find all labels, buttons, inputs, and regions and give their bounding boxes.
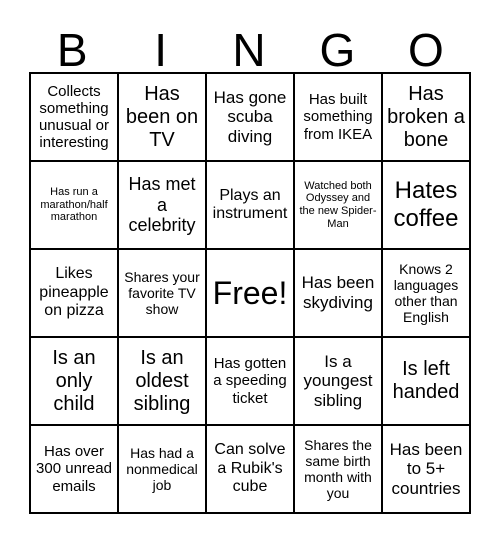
bingo-cell[interactable]: Likes pineapple on pizza bbox=[30, 249, 118, 337]
bingo-cell[interactable]: Knows 2 languages other than English bbox=[382, 249, 470, 337]
header-letter-n: N bbox=[232, 24, 266, 76]
bingo-cell[interactable]: Has had a nonmedical job bbox=[118, 425, 206, 513]
bingo-cell[interactable]: Plays an instrument bbox=[206, 161, 294, 249]
bingo-cell[interactable]: Has broken a bone bbox=[382, 73, 470, 161]
bingo-cell[interactable]: Has gone scuba diving bbox=[206, 73, 294, 161]
bingo-cell[interactable]: Can solve a Rubik's cube bbox=[206, 425, 294, 513]
bingo-cell[interactable]: Has been to 5+ countries bbox=[382, 425, 470, 513]
header-letter-g: G bbox=[319, 24, 356, 76]
bingo-cell[interactable]: Shares your favorite TV show bbox=[118, 249, 206, 337]
free-space-cell[interactable]: Free! bbox=[206, 249, 294, 337]
header-letter-b: B bbox=[56, 24, 88, 76]
bingo-cell[interactable]: Collects something unusual or interesting bbox=[30, 73, 118, 161]
bingo-cell[interactable]: Has been skydiving bbox=[294, 249, 382, 337]
bingo-cell[interactable]: Shares the same birth month with you bbox=[294, 425, 382, 513]
header-letter-o: O bbox=[407, 24, 444, 76]
bingo-cell[interactable]: Is an only child bbox=[30, 337, 118, 425]
bingo-cell[interactable]: Has met a celebrity bbox=[118, 161, 206, 249]
bingo-cell[interactable]: Has run a marathon/half marathon bbox=[30, 161, 118, 249]
header-letter-i: I bbox=[154, 24, 167, 76]
bingo-cell[interactable]: Has over 300 unread emails bbox=[30, 425, 118, 513]
bingo-header bbox=[28, 24, 470, 76]
bingo-cell[interactable]: Is a youngest sibling bbox=[294, 337, 382, 425]
bingo-cell[interactable]: Watched both Odyssey and the new Spider-Man bbox=[294, 161, 382, 249]
bingo-cell[interactable]: Has gotten a speeding ticket bbox=[206, 337, 294, 425]
bingo-cell[interactable]: Has been on TV bbox=[118, 73, 206, 161]
bingo-cell[interactable]: Is an oldest sibling bbox=[118, 337, 206, 425]
bingo-grid bbox=[29, 72, 471, 514]
bingo-cell[interactable]: Hates coffee bbox=[382, 161, 470, 249]
bingo-cell[interactable]: Has built something from IKEA bbox=[294, 73, 382, 161]
bingo-cell[interactable]: Is left handed bbox=[382, 337, 470, 425]
